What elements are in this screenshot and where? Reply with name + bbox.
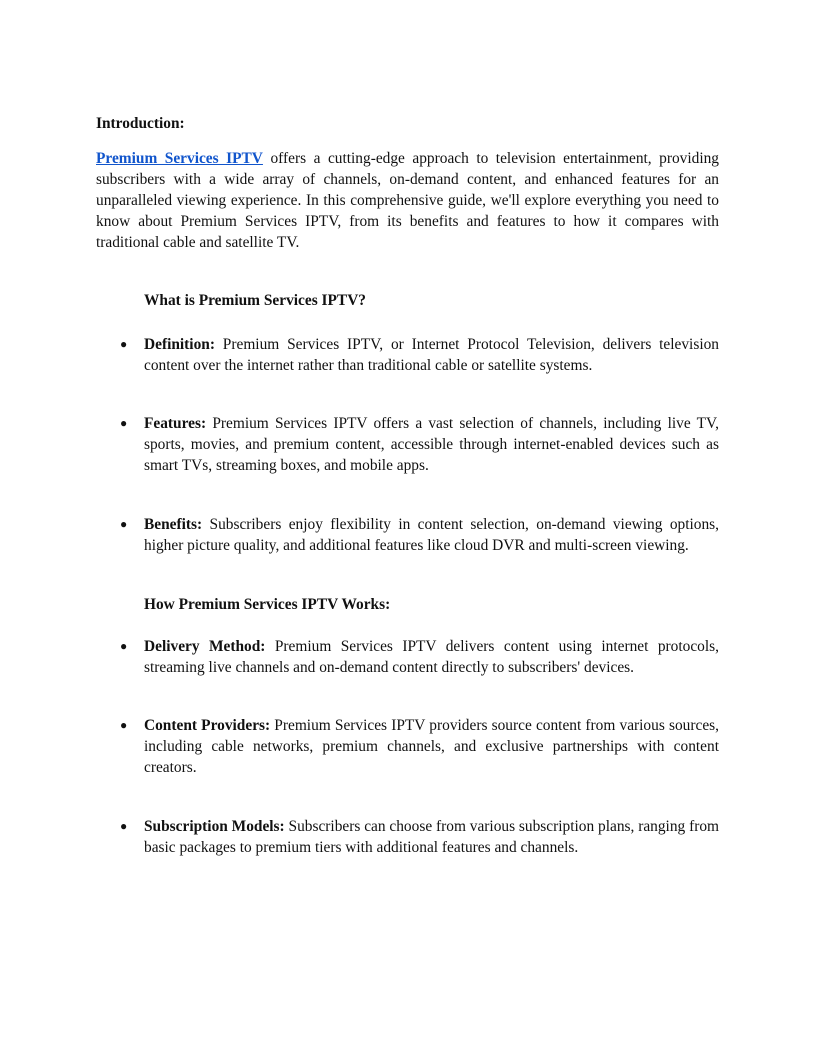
bullet-icon: ●: [120, 718, 128, 732]
bullet-term: Content Providers:: [144, 717, 271, 734]
section-heading-what-is: What is Premium Services IPTV?: [144, 292, 366, 309]
bullet-term: Delivery Method:: [144, 638, 266, 655]
intro-heading: Introduction:: [96, 115, 185, 132]
bullet-term: Definition:: [144, 336, 215, 353]
bullet-icon: ●: [120, 517, 128, 531]
bullet-icon: ●: [120, 639, 128, 653]
list-item-definition: [120, 334, 719, 376]
bullet-icon: ●: [120, 819, 128, 833]
bullet-text: Premium Services IPTV delivers content using internet protocols, streaming live channels and on-demand content directly to subscribers' devices.: [144, 638, 719, 676]
bullet-icon: ●: [120, 337, 128, 351]
bullet-term: Subscription Models:: [144, 818, 285, 835]
list-item-features: [120, 413, 719, 476]
intro-paragraph: [96, 148, 719, 253]
section-heading-how-it-works: How Premium Services IPTV Works:: [144, 596, 391, 613]
bullet-text: Premium Services IPTV providers source content from various sources, including cable networks, premium channels, and exclusive partnerships with content creators.: [144, 717, 719, 776]
list-item-content-providers: [120, 715, 719, 778]
list-item-subscription-models: [120, 816, 719, 858]
bullet-text: Premium Services IPTV, or Internet Protocol Television, delivers television content over the internet rather than traditional cable or satellite systems.: [144, 336, 719, 374]
bullet-text: Subscribers can choose from various subscription plans, ranging from basic packages to premium tiers with additional features and channels.: [144, 818, 719, 856]
bullet-text: Premium Services IPTV offers a vast selection of channels, including live TV, sports, movies, and premium content, accessible through internet-enabled devices such as smart TVs, streaming boxes, and mobile apps.: [144, 415, 719, 474]
list-item-benefits: [120, 514, 719, 556]
premium-services-iptv-link[interactable]: Premium Services IPTV: [96, 150, 263, 167]
bullet-term: Benefits:: [144, 516, 203, 533]
bullet-icon: ●: [120, 416, 128, 430]
intro-paragraph-text: offers a cutting-edge approach to television entertainment, providing subscribers with a wide array of channels, on-demand content, and enhanced features for an unparalleled viewing experience. In this comprehensive guide, we'll explore everything you need to know about Premium Services IPTV, from its benefits and features to how it compares with traditional cable and satellite TV.: [96, 150, 720, 251]
bullet-term: Features:: [144, 415, 207, 432]
list-item-delivery-method: [120, 636, 719, 678]
bullet-text: Subscribers enjoy flexibility in content selection, on-demand viewing options, higher picture quality, and additional features like cloud DVR and multi-screen viewing.: [144, 516, 719, 554]
